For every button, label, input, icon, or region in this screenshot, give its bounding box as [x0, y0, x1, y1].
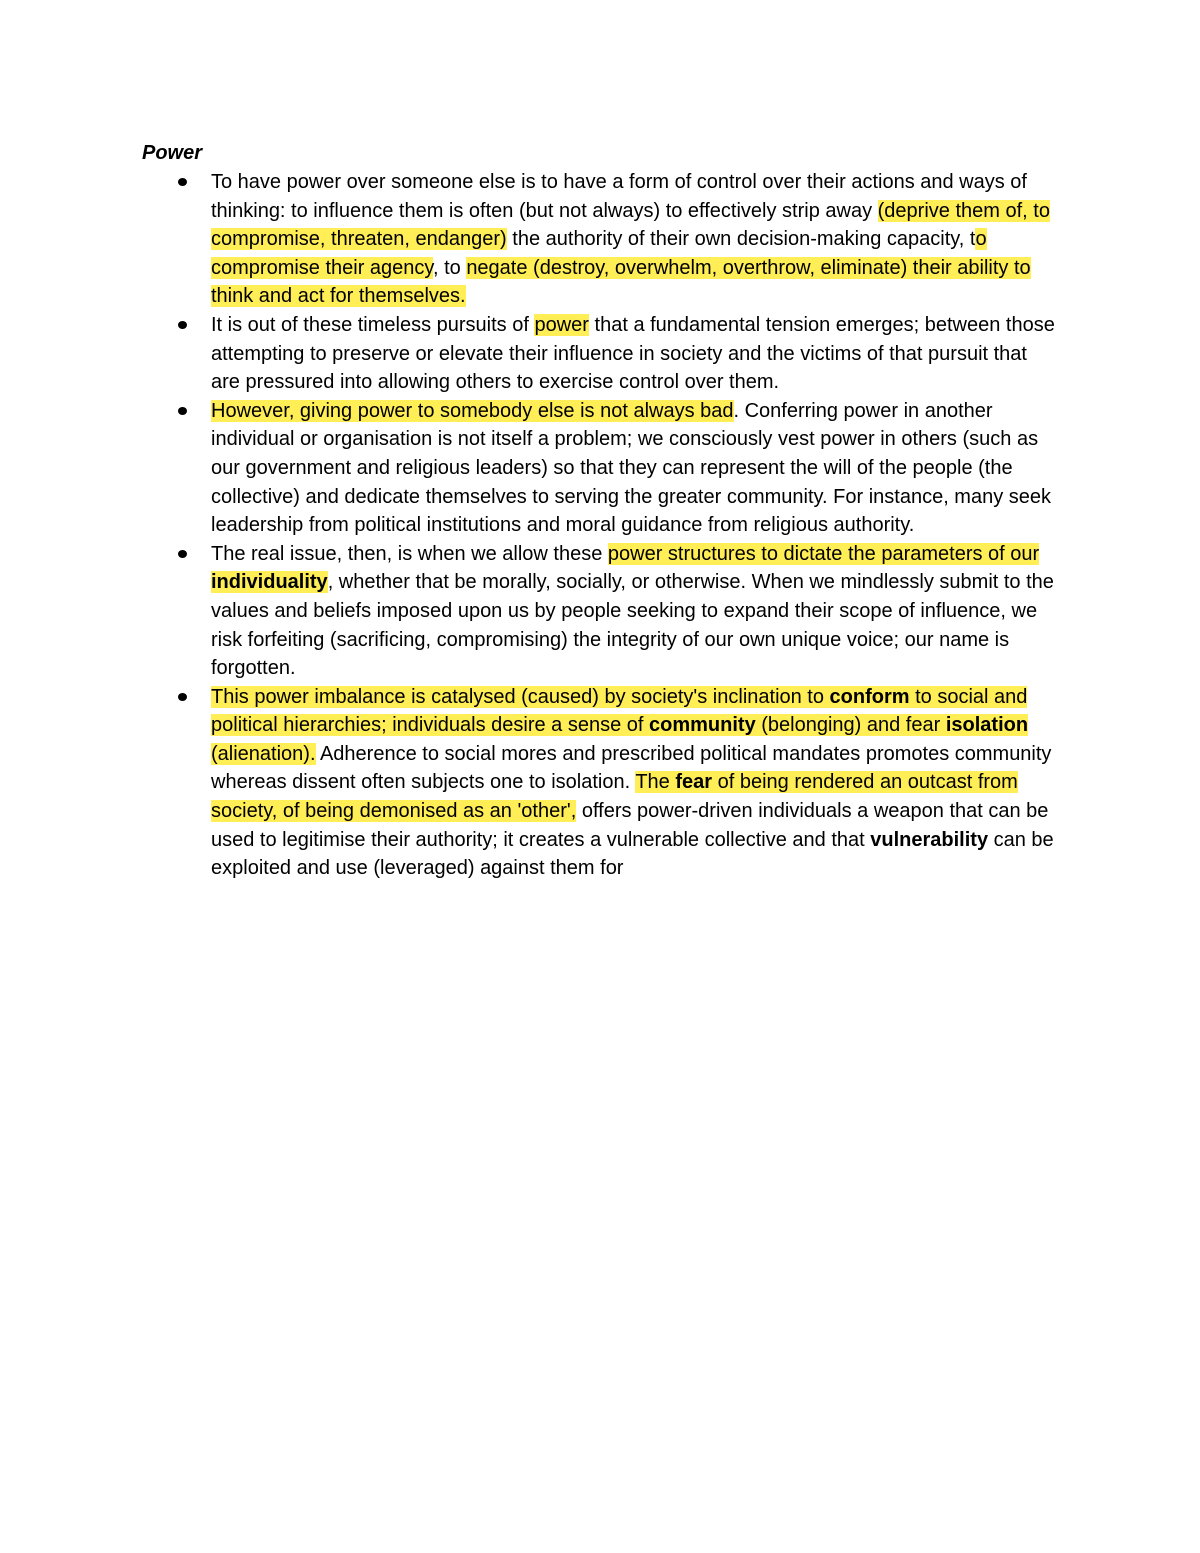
bullet-item	[0, 168, 1061, 311]
highlighted-text: However, giving power to somebody else is not always bad	[211, 399, 734, 422]
highlighted-text: of being rendered an outcast from society, of being demonised as an 'other',	[211, 771, 1018, 823]
body-text: It is out of these timeless pursuits of	[211, 313, 535, 336]
highlighted-text: conform	[829, 685, 910, 708]
body-text: The real issue, then, is when we allow these	[211, 542, 608, 565]
highlighted-text: power structures to dictate the parameters of our	[607, 542, 1040, 565]
highlighted-text: individuality	[211, 571, 328, 594]
bullet-item	[0, 397, 1061, 540]
bullet-dot-icon	[178, 178, 187, 186]
bullet-dot-icon	[178, 321, 187, 329]
body-text: that a fundamental tension emerges; between those attempting to preserve or elevate their influence in society and the victims of that pursuit that are pressured into allowing others to exercise control over them.	[211, 313, 1055, 394]
body-text: offers power-driven individuals a weapon that can be used to legitimise their authority; it creates a vulnerable collective and that	[211, 800, 1049, 851]
highlighted-text: community	[649, 714, 756, 737]
body-text: , whether that be morally, socially, or otherwise. When we mindlessly submit to the values and beliefs imposed upon us by people seeking to expand their scope of influence, we risk forfeiting (sacrificing, compromising) the integrity of our own unique voice; our name is forgotten.	[211, 571, 1054, 680]
bullet-dot-icon	[178, 550, 187, 558]
body-text: the authority of their own decision-making capacity, t	[506, 228, 976, 251]
highlighted-text: (alienation).	[211, 742, 316, 765]
highlighted-text: (belonging) and fear	[755, 714, 946, 737]
bullet-item	[0, 311, 1061, 397]
bullet-dot-icon	[178, 407, 187, 415]
body-text: To have power over someone else is to have a form of control over their actions and ways of thinking: to influence them is often (but not always) to effectively strip away	[211, 171, 1027, 222]
document-heading: Power	[142, 142, 203, 164]
highlighted-text: power	[534, 313, 589, 336]
highlighted-text: o compromise their agency	[211, 228, 987, 279]
highlighted-text: This power imbalance is catalysed (caused) by society's inclination to	[211, 685, 830, 708]
bullet-item	[0, 683, 1061, 883]
body-text: Adherence to social mores and prescribed political mandates promotes community whereas dissent often subjects one to isolation.	[211, 742, 1052, 794]
bullet-list	[0, 168, 1200, 883]
highlighted-text: fear	[675, 771, 713, 794]
highlighted-text: isolation	[945, 714, 1029, 737]
body-text: , to	[432, 256, 467, 279]
body-text: . Conferring power in another individual or organisation is not itself a problem; we consciously vest power in others (such as our government and religious leaders) so that they can represent the will of the people (the collective) and dedicate themselves to serving the greater community. For instance, many seek leadership from political institutions and moral guidance from religious authority.	[211, 399, 1052, 537]
bullet-dot-icon	[178, 693, 187, 701]
highlighted-text: to social and political hierarchies; individuals desire a sense of	[211, 685, 1028, 737]
highlighted-text: (deprive them of, to compromise, threaten, endanger)	[211, 199, 1050, 251]
body-text: can be exploited and use (leveraged) against them for	[211, 828, 1054, 880]
bullet-item	[0, 540, 1061, 683]
body-text: vulnerability	[870, 828, 989, 851]
highlighted-text: negate (destroy, overwhelm, overthrow, eliminate) their ability to think and act for themselves.	[211, 256, 1031, 308]
highlighted-text: The	[635, 771, 676, 794]
